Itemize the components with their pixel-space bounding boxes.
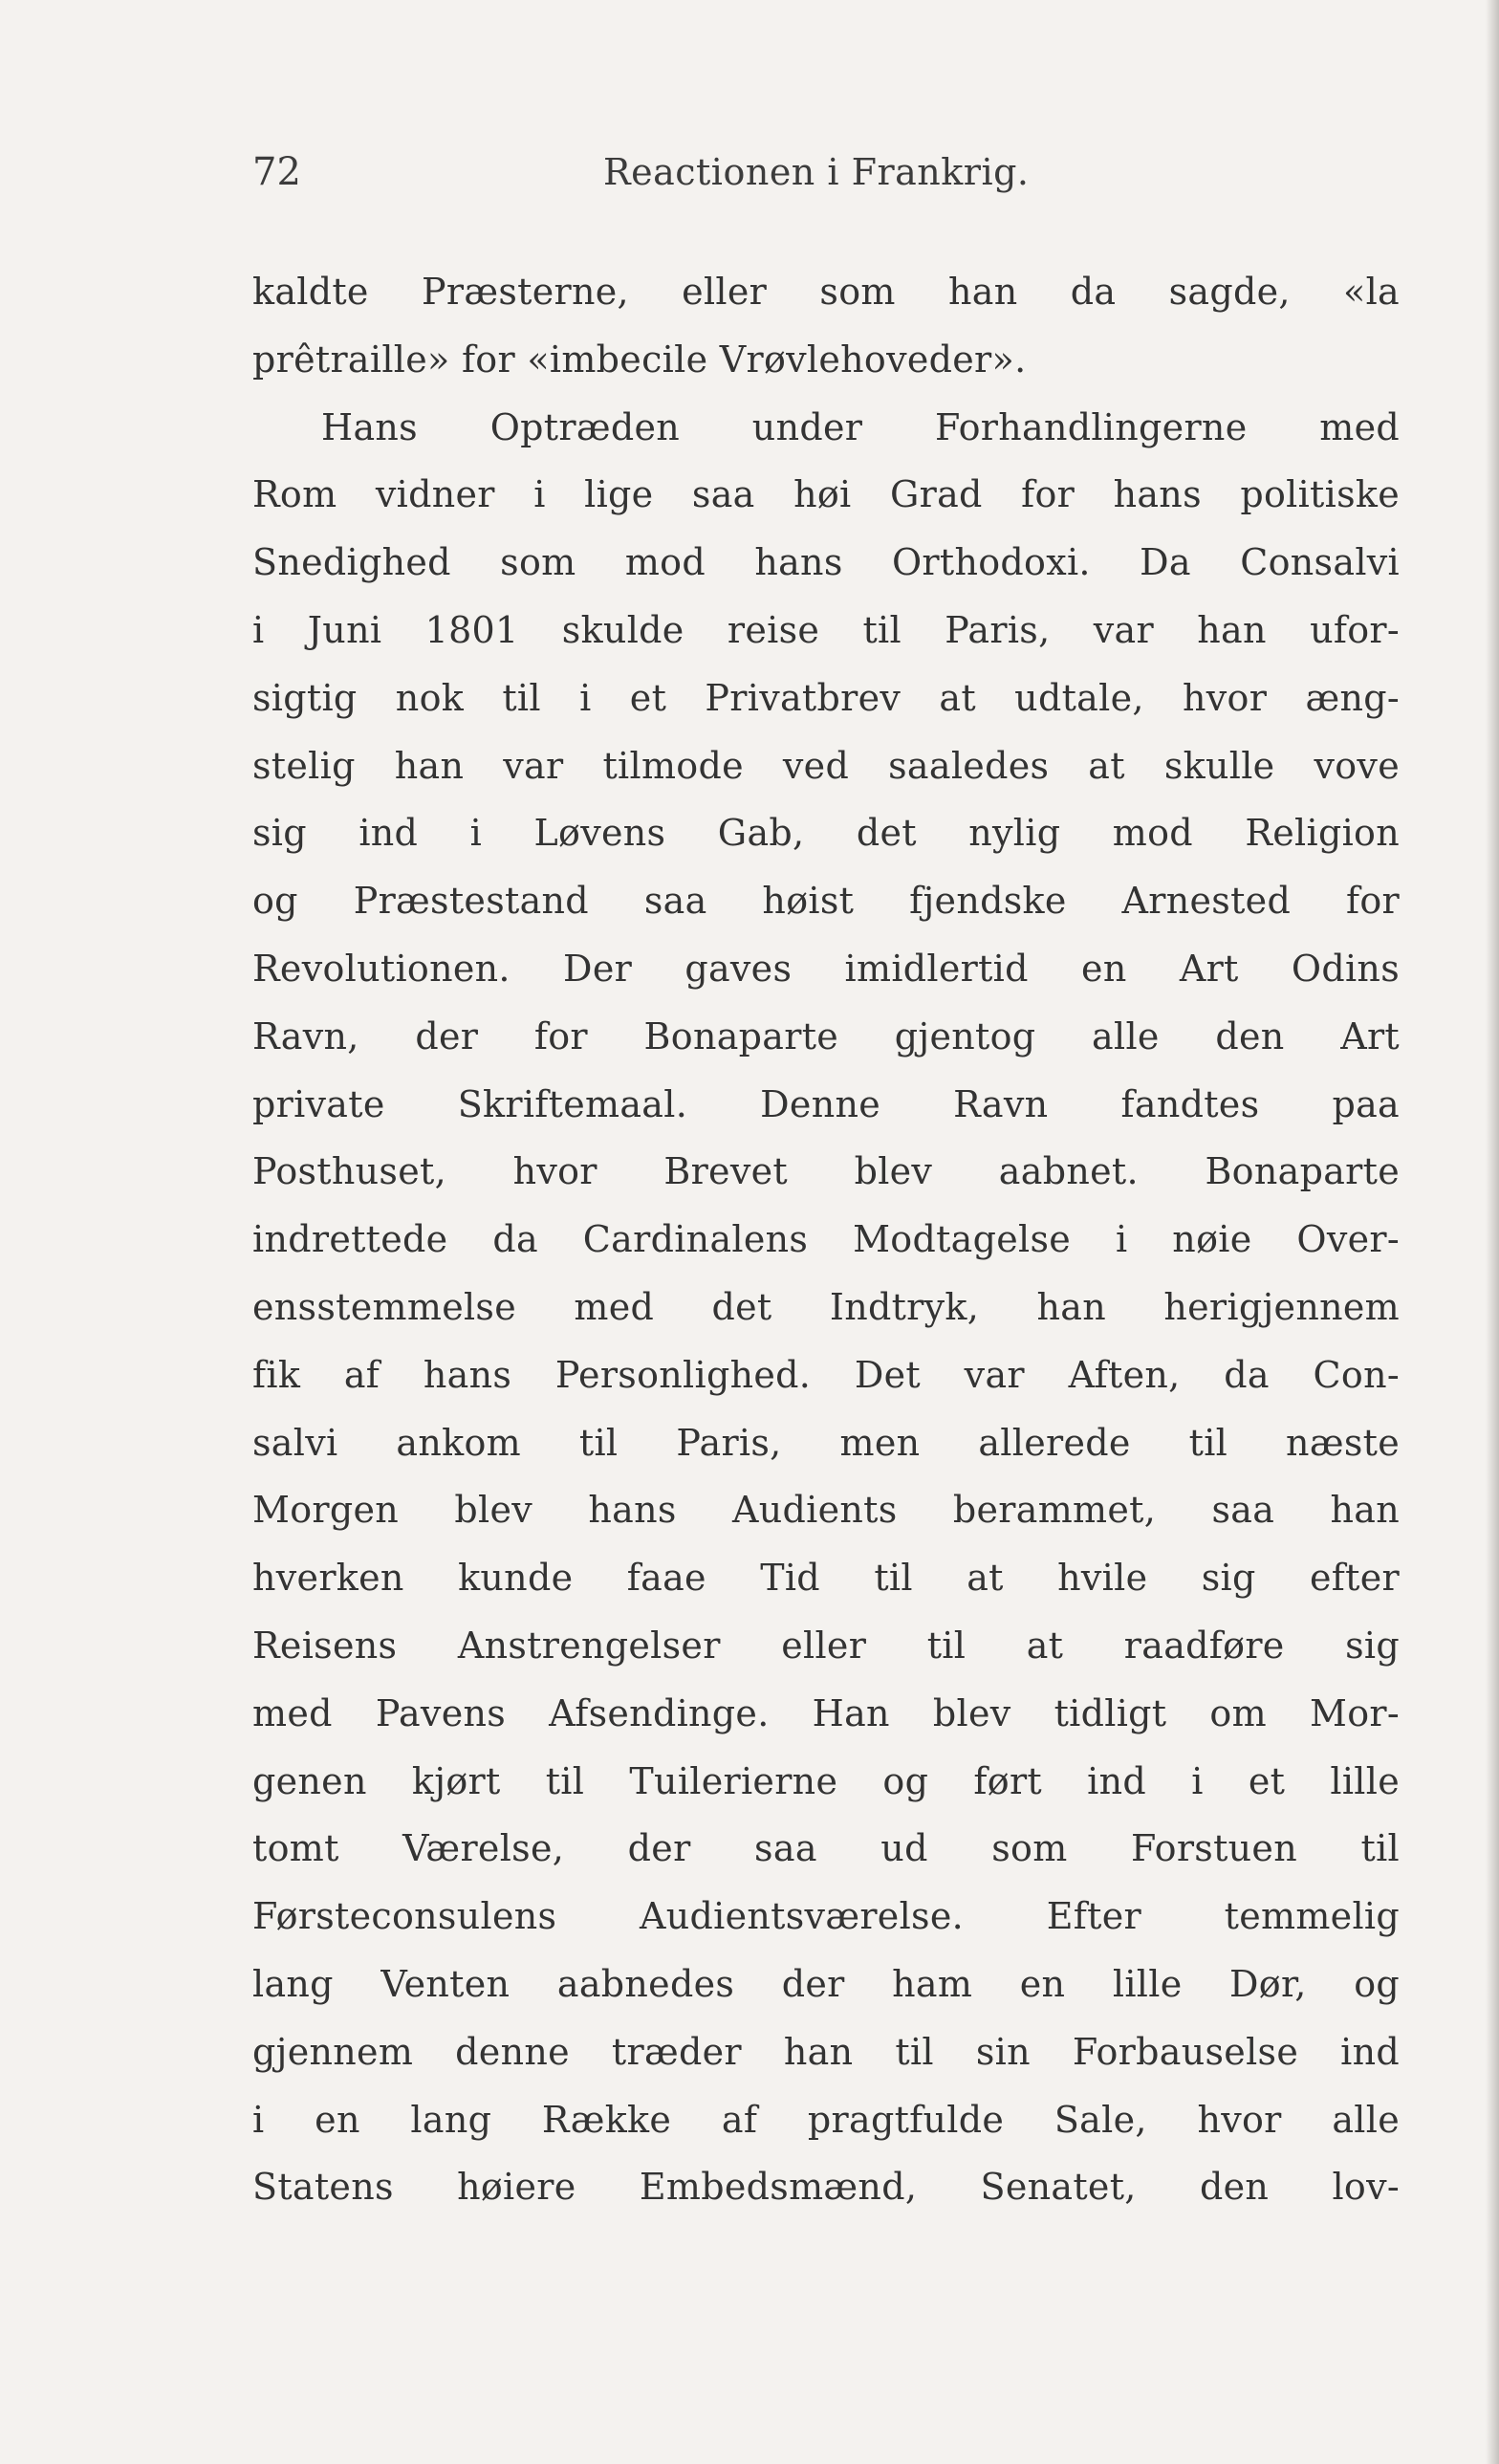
text-line: kaldte Præsterne, eller som han da sagde, «la	[252, 271, 1400, 313]
text-line: genen kjørt til Tuilerierne og ført ind i et lille	[252, 1759, 1400, 1802]
text-line: indrettede da Cardinalens Modtagelse i nøie Over-	[252, 1218, 1400, 1261]
text-line: Rom vidner i lige saa høi Grad for hans politiske	[252, 473, 1400, 516]
text-line: sig ind i Løvens Gab, det nylig mod Religion	[252, 812, 1400, 855]
text-line: med Pavens Afsendinge. Han blev tidligt om Mor-	[252, 1691, 1400, 1734]
text-line: i Juni 1801 skulde reise til Paris, var han ufor-	[252, 608, 1400, 651]
text-line: Morgen blev hans Audients berammet, saa han	[252, 1489, 1400, 1532]
body-text	[252, 258, 1400, 2221]
text-line: lang Venten aabnedes der ham en lille Dør, og	[252, 1962, 1400, 2005]
text-line: ensstemmelse med det Indtryk, han herigjennem	[252, 1285, 1400, 1328]
text-line: Førsteconsulens Audientsværelse. Efter temmelig	[252, 1895, 1400, 1938]
text-line: hverken kunde faae Tid til at hvile sig efter	[252, 1557, 1400, 1600]
page-number: 72	[252, 150, 301, 194]
text-line: gjennem denne træder han til sin Forbauselse ind	[252, 2030, 1400, 2073]
text-line: Snedighed som mod hans Orthodoxi. Da Consalvi	[252, 541, 1400, 584]
text-line: Reisens Anstrengelser eller til at raadføre sig	[252, 1624, 1400, 1667]
text-line: fik af hans Personlighed. Det var Aften, da Con-	[252, 1353, 1400, 1396]
running-title: Reactionen i Frankrig.	[603, 151, 1030, 193]
text-line: sigtig nok til i et Privatbrev at udtale, hvor æng-	[252, 676, 1400, 719]
text-line: Ravn, der for Bonaparte gjentog alle den Art	[252, 1014, 1400, 1058]
text-line: private Skriftemaal. Denne Ravn fandtes paa	[252, 1082, 1400, 1125]
text-line: prêtraille» for «imbecile Vrøvlehoveder».	[252, 338, 1027, 381]
text-line: tomt Værelse, der saa ud som Forstuen til	[252, 1827, 1400, 1870]
text-line: Hans Optræden under Forhandlingerne med	[321, 405, 1400, 448]
text-line: salvi ankom til Paris, men allerede til næste	[252, 1421, 1400, 1464]
text-line: Statens høiere Embedsmænd, Senatet, den lov-	[252, 2166, 1400, 2209]
page-edge-shadow	[1486, 0, 1499, 2464]
text-line: og Præstestand saa høist fjendske Arnested for	[252, 880, 1400, 923]
text-line: Posthuset, hvor Brevet blev aabnet. Bonaparte	[252, 1150, 1400, 1193]
text-line: Revolutionen. Der gaves imidlertid en Art Odins	[252, 947, 1400, 990]
text-line: stelig han var tilmode ved saaledes at skulle vove	[252, 744, 1400, 787]
text-line: i en lang Række af pragtfulde Sale, hvor alle	[252, 2098, 1400, 2141]
running-head	[252, 143, 1400, 201]
